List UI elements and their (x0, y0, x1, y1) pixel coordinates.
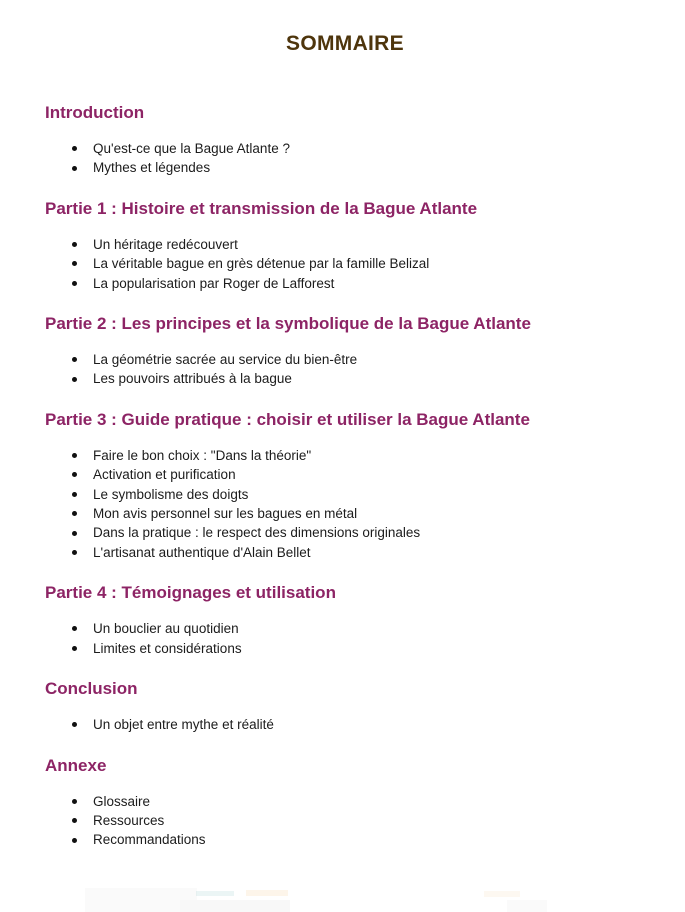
toc-item (66, 139, 645, 158)
toc-item (66, 792, 645, 811)
section-partie-1 (45, 198, 645, 293)
toc-item (66, 350, 645, 369)
toc-item-label: Glossaire (93, 793, 151, 809)
bullet-icon (72, 531, 77, 536)
toc-item (66, 274, 645, 293)
toc-item-label: Activation et purification (93, 467, 236, 483)
bullet-icon (72, 261, 77, 266)
toc-item-label: La géométrie sacrée au service du bien-être (93, 352, 358, 368)
toc-list (45, 350, 645, 389)
section-heading: Annexe (45, 755, 107, 775)
section-partie-2 (45, 313, 645, 389)
document-page (0, 32, 685, 912)
bullet-icon (72, 799, 77, 804)
bullet-icon (72, 281, 77, 286)
toc-item-label: Un héritage redécouvert (93, 236, 238, 252)
toc-item-label: La popularisation par Roger de Lafforest (93, 275, 335, 291)
toc-item-label: Un objet entre mythe et réalité (93, 717, 274, 733)
toc-list (45, 139, 645, 178)
bullet-icon (72, 453, 77, 458)
section-annexe (45, 755, 645, 850)
toc-item-label: Dans la pratique : le respect des dimensions originales (93, 525, 421, 541)
toc-item (66, 523, 645, 542)
toc-item (66, 543, 645, 562)
toc-item (66, 639, 645, 658)
toc-item (66, 465, 645, 484)
bullet-icon (72, 838, 77, 843)
toc-item-label: Le symbolisme des doigts (93, 486, 249, 502)
toc-item-label: Mythes et légendes (93, 160, 211, 176)
section-heading: Introduction (45, 103, 145, 122)
toc-item (66, 446, 645, 465)
bullet-icon (72, 646, 77, 651)
bullet-icon (72, 492, 77, 497)
bullet-icon (72, 357, 77, 362)
toc-item-label: Limites et considérations (93, 640, 242, 656)
toc-item (66, 504, 645, 523)
page-edge-artifact (484, 891, 520, 897)
bullet-icon (72, 242, 77, 247)
bullet-icon (72, 146, 77, 151)
section-heading: Partie 2 : Les principes et la symbolique de la Bague Atlante (45, 314, 531, 334)
toc-item-label: Recommandations (93, 832, 206, 848)
page-edge-artifact (180, 900, 290, 912)
bullet-icon (72, 166, 77, 171)
toc-item (66, 619, 645, 638)
section-heading: Conclusion (45, 679, 138, 699)
bullet-icon (72, 626, 77, 631)
section-heading: Partie 4 : Témoignages et utilisation (45, 583, 336, 603)
toc-item (66, 254, 645, 273)
bullet-icon (72, 472, 77, 477)
toc-item-label: Faire le bon choix : "Dans la théorie" (93, 447, 312, 463)
toc-item (66, 715, 645, 734)
section-heading: Partie 1 : Histoire et transmission de la Bague Atlante (45, 198, 478, 218)
toc-item (66, 158, 645, 177)
toc-item-label: Un bouclier au quotidien (93, 621, 239, 637)
toc-list (45, 235, 645, 293)
section-partie-3 (45, 409, 645, 562)
bullet-icon (72, 511, 77, 516)
section-partie-4 (45, 582, 645, 658)
toc-list (45, 446, 645, 562)
bullet-icon (72, 722, 77, 727)
toc-item (66, 811, 645, 830)
bullet-icon (72, 550, 77, 555)
page-edge-artifact (507, 900, 547, 912)
toc-item-label: Les pouvoirs attribués à la bague (93, 371, 292, 387)
toc-item-label: La véritable bague en grès détenue par la famille Belizal (93, 256, 430, 272)
page-edge-artifact (85, 888, 197, 912)
toc-item (66, 369, 645, 388)
toc-list (45, 619, 645, 658)
toc-item (66, 830, 645, 849)
page-edge-artifact (196, 891, 234, 896)
toc-item-label: Mon avis personnel sur les bagues en métal (93, 506, 358, 522)
toc-item (66, 235, 645, 254)
toc-list (45, 792, 645, 850)
toc-item (66, 485, 645, 504)
section-heading: Partie 3 : Guide pratique : choisir et utiliser la Bague Atlante (45, 409, 530, 429)
page-title: SOMMAIRE (286, 32, 404, 55)
bullet-icon (72, 818, 77, 823)
section-conclusion (45, 678, 645, 734)
toc-item-label: Ressources (93, 812, 165, 828)
toc-item-label: L'artisanat authentique d'Alain Bellet (93, 544, 311, 560)
toc-list (45, 715, 645, 734)
section-introduction (45, 102, 645, 178)
toc-item-label: Qu'est-ce que la Bague Atlante ? (93, 141, 290, 156)
page-edge-artifact (246, 890, 288, 896)
toc-page (0, 32, 685, 850)
bullet-icon (72, 377, 77, 382)
